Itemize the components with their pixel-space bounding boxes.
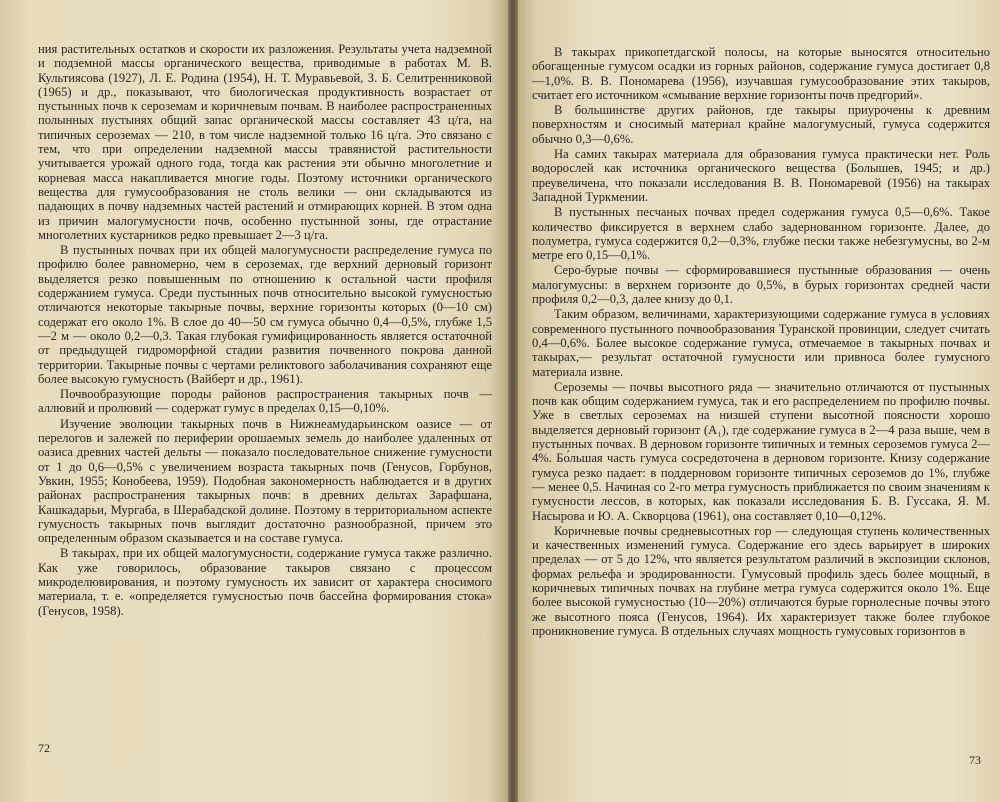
paragraph: Таким образом, величинами, характеризующими содержание гумуса в условиях современного пустынного почвообразования Туранской провинции, следует считать 0,4—0,6%. Более высокое содержание гумуса, отмечаемое в такырных почвах и такырах,— результат остаточной гумусности или привноса более гумусного материала извне. — [532, 307, 990, 379]
right-page-text — [532, 45, 990, 638]
page-number: 72 — [38, 741, 50, 755]
paragraph: Сероземы — почвы высотного ряда — значительно отличаются от пустынных почв как общим содержанием гумуса, так и его распределением по профилю почвы. Уже в светлых сероземах на низшей ступени высотной поясности хорошо выделяется дерновый горизонт (A₁), где содержание гумуса в 2—4 раза выше, чем в пустынных почвах. В дерновом горизонте типичных и темных сероземов гумуса 2—4%. Бо́льшая часть гумуса сосредоточена в дерновом горизонте. Книзу содержание гумуса резко падает: в поддерновом горизонте типичных сероземов до 1%, глубже — менее 0,5. Начиная со 2-го метра гумусность приближается по своим значениям к гумусности лессов, в которых, как показали исследования Б. В. Гуссака, Я. М. Насырова и Ю. А. Скворцова (1961), она составляет 0,10—0,12%. — [532, 379, 990, 523]
paragraph: В такырах, при их общей малогумусности, содержание гумуса также различно. Как уже говорилось, образование такыров связано с процессом микроделювирования, и поэтому гумусность их зависит от характера сносимого материала, т. е. «определяется гумусностью почв бассейна формирования стока» (Генусов, 1958). — [38, 546, 492, 618]
paragraph: В пустынных песчаных почвах предел содержания гумуса 0,5—0,6%. Такое количество фиксируется в верхнем слабо задернованном горизонте. Далее, до полуметра, гумуса содержится 0,2—0,3%, глубже пески также небезгумусны, во 2-м метре его 0,15—0,1%. — [532, 205, 990, 263]
paragraph: В пустынных почвах при их общей малогумусности распределение гумуса по профилю более равномерно, чем в сероземах, где верхний дерновый горизонт выделяется резко повышенным по отношению к остальной части профиля содержанием гумуса. Среди пустынных почв относительно высокой гумусностью отличаются некоторые такырные почвы, верхние горизонты которых (0—10 см) содержат его около 1%. В слое до 40—50 см гумуса обычно 0,4—0,5%, глубже 1,5—2 м — около 0,2—0,3. Такая глубокая гумифицированность является остаточной от предыдущей гидроморфной стадии развития почвенного покрова данной территории. Такырные почвы с чертами реликтового заболачивания сохраняют еще более высокую гумусность (Вайберт и др., 1961). — [38, 243, 492, 386]
paragraph: Изучение эволюции такырных почв в Нижнеамударьинском оазисе — от перелогов и залежей по периферии орошаемых земель до наиболее удаленных от оазиса древних частей дельты — показало последовательное снижение гумусности от 1 до 0,6—0,5% с увеличением возраста такырных почв (Генусов, Горбунов, Увкин, 1955; Конобеева, 1959). Подобная закономерность наблюдается и в других районах распространения такырных почв: в древних дельтах Зарафшана, Кашкадарьи, Мургаба, в Шерабадской долине. Поэтому в территориальном аспекте гумусность такырных почв выглядит достаточно разнообразной, причем это определенным образом сказывается и на составе гумуса. — [38, 416, 492, 546]
paragraph: Коричневые почвы средневысотных гор — следующая ступень количественных и качественных изменений гумуса. Содержание его здесь варьирует в широких пределах — от 5 до 12%, что является результатом различий в экспозиции склонов, формах рельефа и эродированности. Гумусовый профиль здесь более мощный, в коричневых типичных почвах на глубине метра гумуса содержится около 1%. Еще более высокой гумусностью (10—20%) отличаются бурые горнолесные почвы этого же высотного пояса (Генусов, 1964). Их характеризует также более глубокое проникновение гумуса. В отдельных случаях мощность гумусовых горизонтов в — [532, 523, 990, 638]
paragraph: Почвообразующие породы районов распространения такырных почв — аллювий и пролювий — содержат гумус в пределах 0,15—0,10%. — [38, 387, 492, 416]
paragraph: В большинстве других районов, где такыры приурочены к древним поверхностям и сносимый материал крайне малогумусный, гумуса содержится обычно 0,3—0,6%. — [532, 103, 990, 146]
book-gutter — [508, 0, 518, 802]
paragraph: Серо-бурые почвы — сформировавшиеся пустынные образования — очень малогумусны: в верхнем горизонте до 0,5%, в бурых горизонтах средней части профиля 0,2—0,3, далее книзу до 0,1. — [532, 263, 990, 307]
right-page — [513, 0, 1000, 802]
left-page-text — [38, 42, 492, 618]
paragraph: ния растительных остатков и скорости их разложения. Результаты учета надземной и подземной массы органического вещества, приводимые в работах М. В. Культиясова (1927), Л. Е. Родина (1954), Н. Т. Муравьевой, З. Б. Селитренниковой (1965) и др., показывают, что биологическая продуктивность возрастает от пустынных почв к сероземам и коричневым почвам. В наиболее распространенных полынных пустынях общий запас органической массы составляет 43 ц/га, на типичных сероземах — 210, в том числе надземной только 16 ц/га. Это связано с тем, что при определении надземной массы травянистой растительности учитывается урожай одного года, тогда как растения эти обычно многолетние и корневая масса накапливается многие годы. Поэтому источники органического вещества для гумусообразования не столь велики — они складываются из падающих в почву надземных частей растений и отмирающих корней. В этом одна из причин малогумусности почв, особенно пустынной зоны, где отрастание многолетних кустарников редко превышает 2—3 ц/га. — [38, 42, 492, 242]
paragraph: В такырах прикопетдагской полосы, на которые выносятся относительно обогащенные гумусом осадки из горных районов, содержание гумуса достигает 0,8—1,0%. В. В. Пономарева (1956), изучавшая гумусообразование этих такыров, считает его источником «смывание верхние горизонты почв предгорий». — [532, 45, 990, 102]
page-number: 73 — [969, 753, 981, 767]
paragraph: На самих такырах материала для образования гумуса практически нет. Роль водорослей как источника органического вещества (Болышев, 1945; и др.) преувеличена, что показали исследования В. В. Пономаревой (1956) на такырах Западной Туркмении. — [532, 147, 990, 204]
